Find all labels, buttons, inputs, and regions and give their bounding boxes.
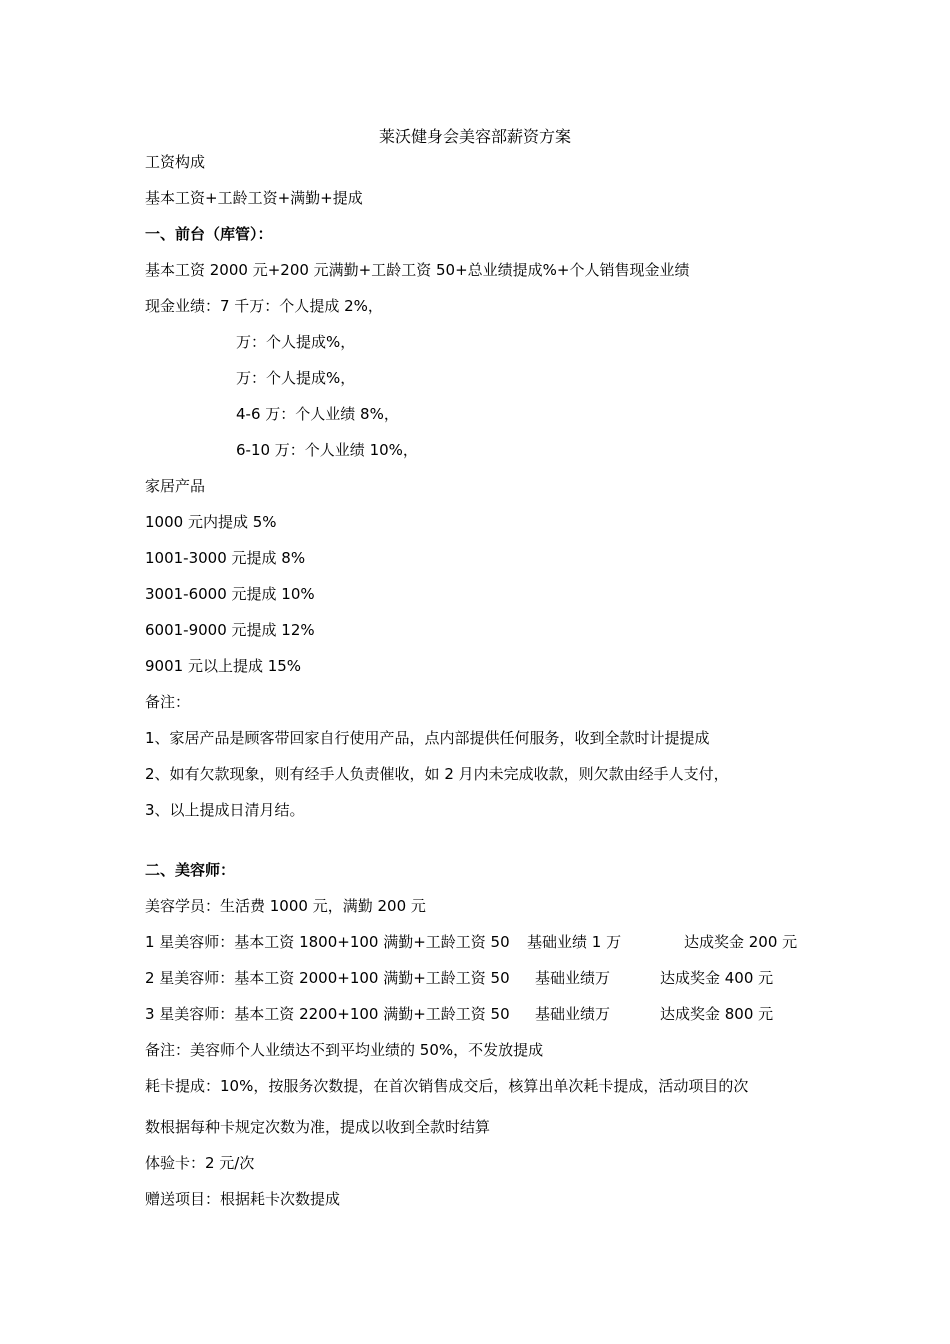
level-target: 基础业绩万 xyxy=(535,969,611,987)
beautician-note: 备注：美容师个人业绩达不到平均业绩的 50%，不发放提成 xyxy=(145,1041,544,1059)
level-row xyxy=(145,967,510,989)
note-item: 2、如有欠款现象，则有经手人负责催收，如 2 月内未完成收款，则欠款由经手人支付， xyxy=(145,765,729,783)
card-commission-line2: 数根据每种卡规定次数为准，提成以收到全款时结算 xyxy=(145,1118,491,1136)
front-desk-salary: 基本工资 2000 元+200 元满勤+工龄工资 50+总业绩提成%+个人销售现金业绩 xyxy=(145,261,690,279)
salary-formula: 基本工资+工龄工资+满勤+提成 xyxy=(145,189,363,207)
home-product-tier: 9001 元以上提成 15% xyxy=(145,657,302,675)
level-bonus: 达成奖金 400 元 xyxy=(660,969,774,987)
cash-performance-heading: 现金业绩：7 千万：个人提成 2%， xyxy=(145,297,383,315)
level-target: 基础业绩 1 万 xyxy=(527,933,622,951)
card-commission-line1: 耗卡提成：10%，按服务次数提，在首次销售成交后，核算出单次耗卡提成，活动项目的次 xyxy=(145,1077,749,1095)
cash-tier: 万：个人提成%， xyxy=(236,369,356,387)
level-row xyxy=(145,931,510,953)
level-base: 2 星美容师：基本工资 2000+100 满勤+工龄工资 50 xyxy=(145,969,510,987)
home-products-heading: 家居产品 xyxy=(145,477,206,495)
level-base: 3 星美容师：基本工资 2200+100 满勤+工龄工资 50 xyxy=(145,1005,510,1023)
home-product-tier: 1000 元内提成 5% xyxy=(145,513,277,531)
note-item: 1、家居产品是顾客带回家自行使用产品，点内部提供任何服务，收到全款时计提提成 xyxy=(145,729,710,747)
section-front-desk-heading: 一、前台（库管）： xyxy=(145,225,273,243)
cash-tier: 6-10 万：个人业绩 10%， xyxy=(236,441,418,459)
level-base: 1 星美容师：基本工资 1800+100 满勤+工龄工资 50 xyxy=(145,933,510,951)
section-beautician-heading: 二、美容师： xyxy=(145,861,236,879)
salary-structure-heading: 工资构成 xyxy=(145,153,206,171)
level-target: 基础业绩万 xyxy=(535,1005,611,1023)
trainee-salary: 美容学员：生活费 1000 元，满勤 200 元 xyxy=(145,897,426,915)
level-bonus: 达成奖金 200 元 xyxy=(684,933,798,951)
trial-card: 体验卡：2 元/次 xyxy=(145,1154,255,1172)
level-row xyxy=(145,1003,510,1025)
cash-tier: 万：个人提成%， xyxy=(236,333,356,351)
cash-tier: 4-6 万：个人业绩 8%， xyxy=(236,405,399,423)
level-bonus: 达成奖金 800 元 xyxy=(660,1005,774,1023)
notes-heading: 备注： xyxy=(145,693,191,711)
document-title: 莱沃健身会美容部薪资方案 xyxy=(378,127,571,146)
note-item: 3、以上提成日清月结。 xyxy=(145,801,305,819)
gift-items: 赠送项目：根据耗卡次数提成 xyxy=(145,1190,341,1208)
home-product-tier: 1001-3000 元提成 8% xyxy=(145,549,306,567)
home-product-tier: 3001-6000 元提成 10% xyxy=(145,585,315,603)
home-product-tier: 6001-9000 元提成 12% xyxy=(145,621,315,639)
